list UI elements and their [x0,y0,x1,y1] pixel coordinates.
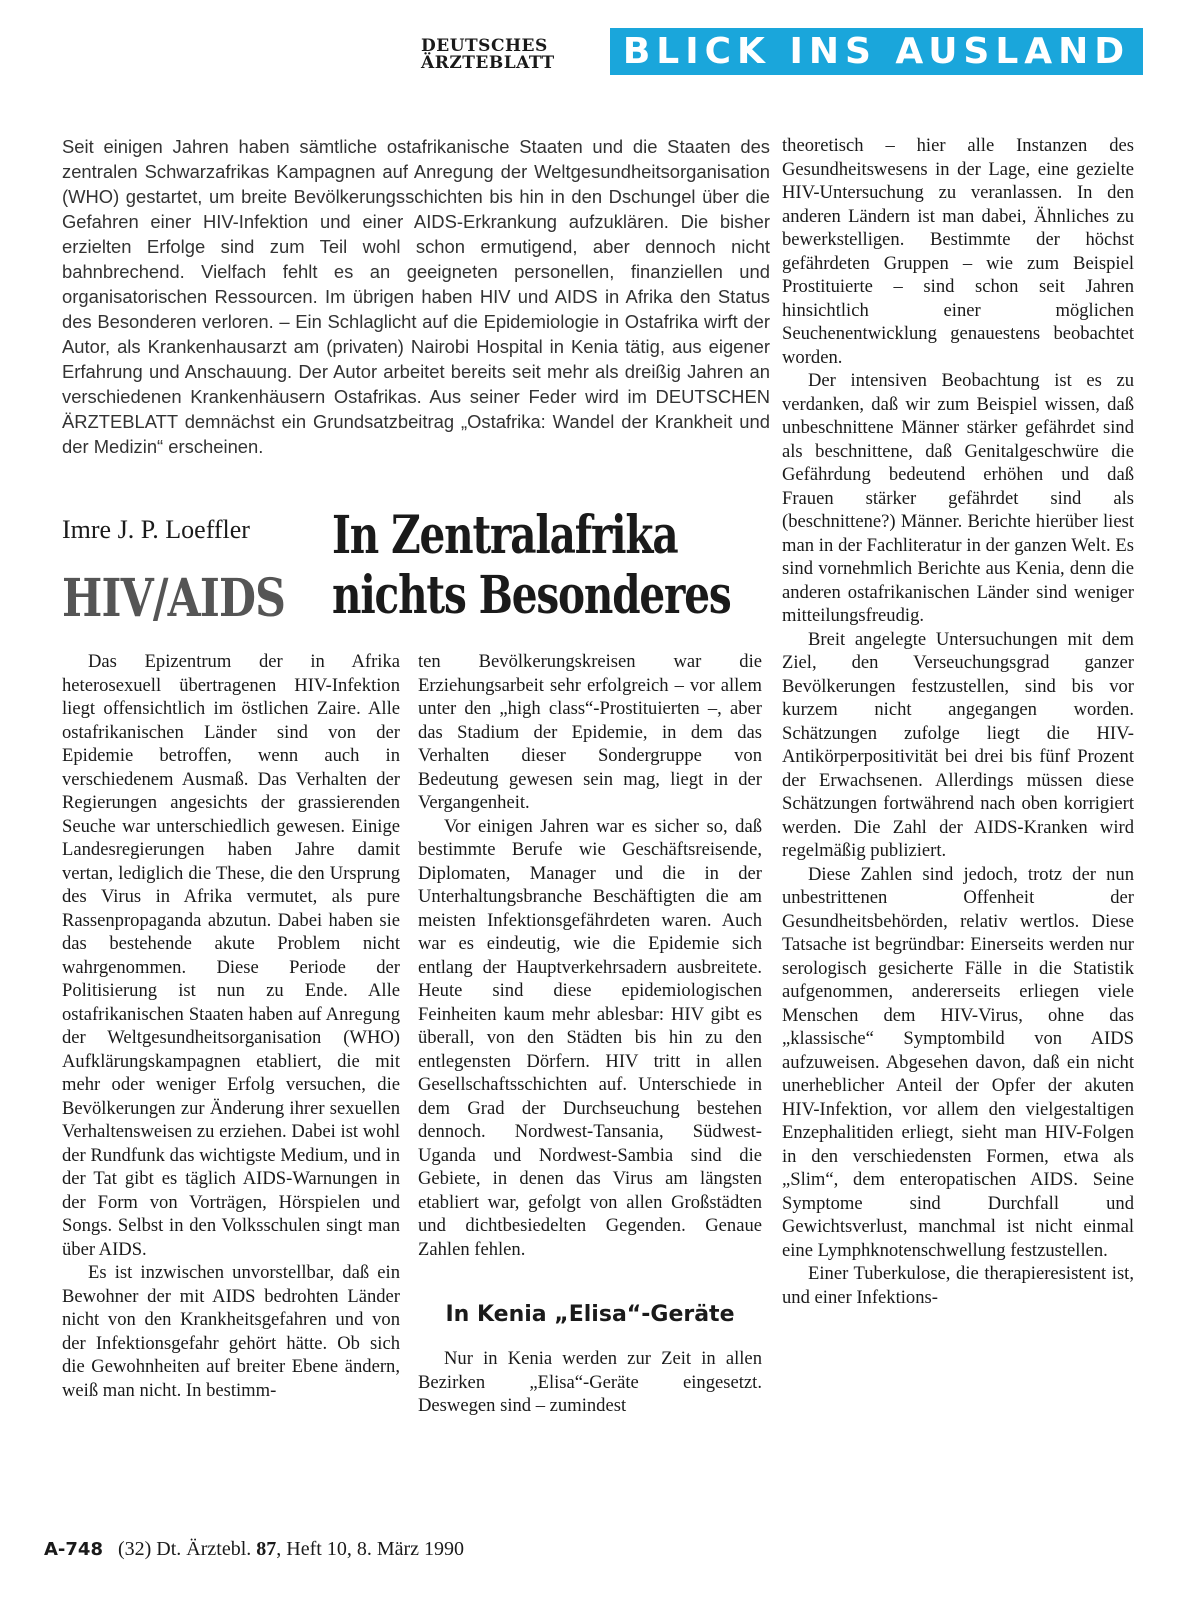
paragraph: theoretisch – hier alle Instanzen des Gesundheitswesens in der Lage, eine gezielte HIV-Untersuchung zu veranlassen. In den anderen Ländern ist man dabei, Ähnliches zu bewerkstelligen. Bestimmte der höchst gefährdeten Gruppen – wie zum Beispiel Prostituierte – sind schon seit Jahren hinsichtlich einer möglichen Seuchenentwicklung genauestens beobachtet worden. [782,135,1134,368]
logo-line-1: DEUTSCHES [421,36,548,56]
article-headline [332,505,731,626]
paragraph: ten Bevölkerungskreisen war die Erziehungsarbeit sehr erfolgreich – vor allem unter den „high class“-Prostituierten –, aber das Stadium der Epidemie, in dem das Verhalten dieser Sondergruppe von Bedeutung gewesen sein mag, liegt in der Vergangenheit. [418,651,762,813]
paragraph: Es ist inzwischen unvorstellbar, daß ein Bewohner der mit AIDS bedrohten Länder nicht von den Krankheitsgefahren und von der Infektionsgefahr gehört hätte. Ob sich die Gewohnheiten auf breiter Ebene ändern, weiß man nicht. In bestimm- [62,1262,400,1401]
section-subheading: In Kenia „Elisa“-Geräte [445,1302,735,1327]
paragraph: Das Epizentrum der in Afrika heterosexuell übertragenen HIV-Infektion liegt offensichtlich im östlichen Zaire. Alle ostafrikanischen Länder sind von der Epidemie betroffen, wenn auch in verschiedenem Ausmaß. Das Verhalten der Regierungen angesichts der grassierenden Seuche war unterschiedlich gewesen. Einige Landesregierungen haben Jahre damit vertan, lediglich die These, die den Ursprung des Virus in Afrika vermutet, als pure Rassenpropaganda abzutun. Dabei haben sie das bestehende akute Problem nicht wahrgenommen. Diese Periode der Politisierung ist nun zu Ende. Alle ostafrikanischen Staaten haben auf Anregung der Weltgesundheitsorganisation (WHO) Aufklärungskampagnen etabliert, die mit mehr oder weniger Erfolg versuchen, die Bevölkerungen zur Änderung ihrer sexuellen Verhaltensweisen zu erziehen. Dabei ist wohl der Rundfunk das wichtigste Medium, und in der Tat gibt es täglich AIDS-Warnungen in der Form von Vorträgen, Hörspielen und Songs. Selbst in den Volksschulen singt man über AIDS. [62,651,400,1260]
volume-number: 87 [256,1538,277,1560]
headline-line-1: In Zentralafrika [332,505,678,566]
journal-logo [421,38,591,72]
body-column-2 [418,650,762,1418]
issue-suffix: , Heft 10, 8. März 1990 [276,1538,465,1560]
page-number: A-748 [44,1539,103,1560]
paragraph: Diese Zahlen sind jedoch, trotz der nun unbestrittenen Offenheit der Gesundheitsbehörden, relativ wertlos. Diese Tatsache ist begründbar: Einerseits werden nur serologisch gesicherte Fälle in die Statistik aufgenommen, andererseits erliegen viele Menschen dem HIV-Virus, ohne das „klassische“ Symptombild von AIDS aufzuweisen. Abgesehen davon, daß ein nicht unerheblicher Anteil der Opfer der akuten HIV-Infektion, vor allem den vielgestaltigen Enzephalitiden erliegt, sieht man HIV-Folgen in den verschiedensten Formen, etwa als „Slim“, dem enteropatischen AIDS. Seine Symptome sind Durchfall und Gewichtsverlust, manchmal ist nicht einmal eine Lymphknotenschwellung festzustellen. [782,863,1134,1261]
headline-line-2: nichts Besonderes [332,565,731,626]
body-column-3 [782,134,1134,1309]
issue-prefix: (32) Dt. Ärztebl. [117,1538,252,1560]
paragraph: Nur in Kenia werden zur Zeit in allen Bezirken „Elisa“-Geräte eingesetzt. Deswegen sind – zumindest [418,1348,762,1416]
logo-line-2: ÄRZTEBLATT [421,53,555,73]
topic-label: HIV/AIDS [62,568,286,629]
body-column-1 [62,650,400,1402]
paragraph: Der intensiven Beobachtung ist es zu verdanken, daß wir zum Beispiel wissen, daß unbeschnittene Männer stärker gefährdet sind als beschnittene, daß Genitalgeschwüre die Gefährdung bedeutend erhöhen und daß Frauen stärker gefährdet sind als (beschnittene?) Männer. Berichte hierüber liest man in der Fachliteratur in der ganzen Welt. Es sind vornehmlich Berichte aus Kenia, denn die anderen ostafrikanischen Länder sind weniger mitteilungsfreudig. [782,370,1134,626]
paragraph: Breit angelegte Untersuchungen mit dem Ziel, den Verseuchungsgrad ganzer Bevölkerungen festzustellen, sind bis vor kurzem nicht angegangen worden. Schätzungen zufolge liegt die HIV-Antikörperpositivität bei drei bis fünf Prozent der Erwachsenen. Allerdings müssen diese Schätzungen fortwährend nach oben korrigiert werden. Die Zahl der AIDS-Kranken wird regelmäßig publiziert. [782,628,1134,861]
section-banner: BLICK INS AUSLAND [610,28,1143,75]
page-footer [44,1537,464,1562]
paragraph: Einer Tuberkulose, die therapieresistent ist, und einer Infektions- [782,1263,1134,1308]
intro-paragraph: Seit einigen Jahren haben sämtliche ostafrikanische Staaten und die Staaten des zentralen Schwarzafrikas Kampagnen auf Anregung der Weltgesundheitsorganisation (WHO) gestartet, um breite Bevölkerungsschichten bis hin in den Dschungel über die Gefahren einer HIV-Infektion und einer AIDS-Erkrankung aufzuklären. Die bisher erzielten Erfolge sind zum Teil wohl schon ermutigend, aber dennoch nicht bahnbrechend. Vielfach fehlt es an geeigneten personellen, finanziellen und organisatorischen Ressourcen. Im übrigen haben HIV und AIDS in Afrika den Status des Besonderen verloren. – Ein Schlaglicht auf die Epidemiologie in Ostafrika wirft der Autor, als Krankenhausarzt am (privaten) Nairobi Hospital in Kenia tätig, aus eigener Erfahrung und Anschauung. Der Autor arbeitet bereits seit mehr als dreißig Jahren an verschiedenen Krankenhäusern Ostafrikas. Aus seiner Feder wird im DEUTSCHEN ÄRZTEBLATT demnächst ein Grundsatzbeitrag „Ostafrika: Wandel der Krankheit und der Medizin“ erscheinen. [62,136,770,457]
paragraph: Vor einigen Jahren war es sicher so, daß bestimmte Berufe wie Geschäftsreisende, Diplomaten, Manager und die in der Unterhaltungsbranche Beschäftigten die am meisten Infektionsgefährdeten waren. Auch war es eindeutig, wie die Epidemie sich entlang der Hauptverkehrsadern ausbreitete. Heute sind diese epidemiologischen Feinheiten kaum mehr ablesbar: HIV gibt es überall, von den Städten bis hin zu den entlegensten Dörfern. HIV tritt in allen Gesellschaftsschichten auf. Unterschiede in dem Grad der Durchseuchung bestehen dennoch. Nordwest-Tansania, Südwest-Uganda und Nordwest-Sambia sind die Gebiete, in denen das Virus am längsten etabliert war, gefolgt von allen Großstädten und dichtbesiedelten Gegenden. Genaue Zahlen fehlen. [418,815,762,1260]
author-name: Imre J. P. Loeffler [62,515,250,544]
